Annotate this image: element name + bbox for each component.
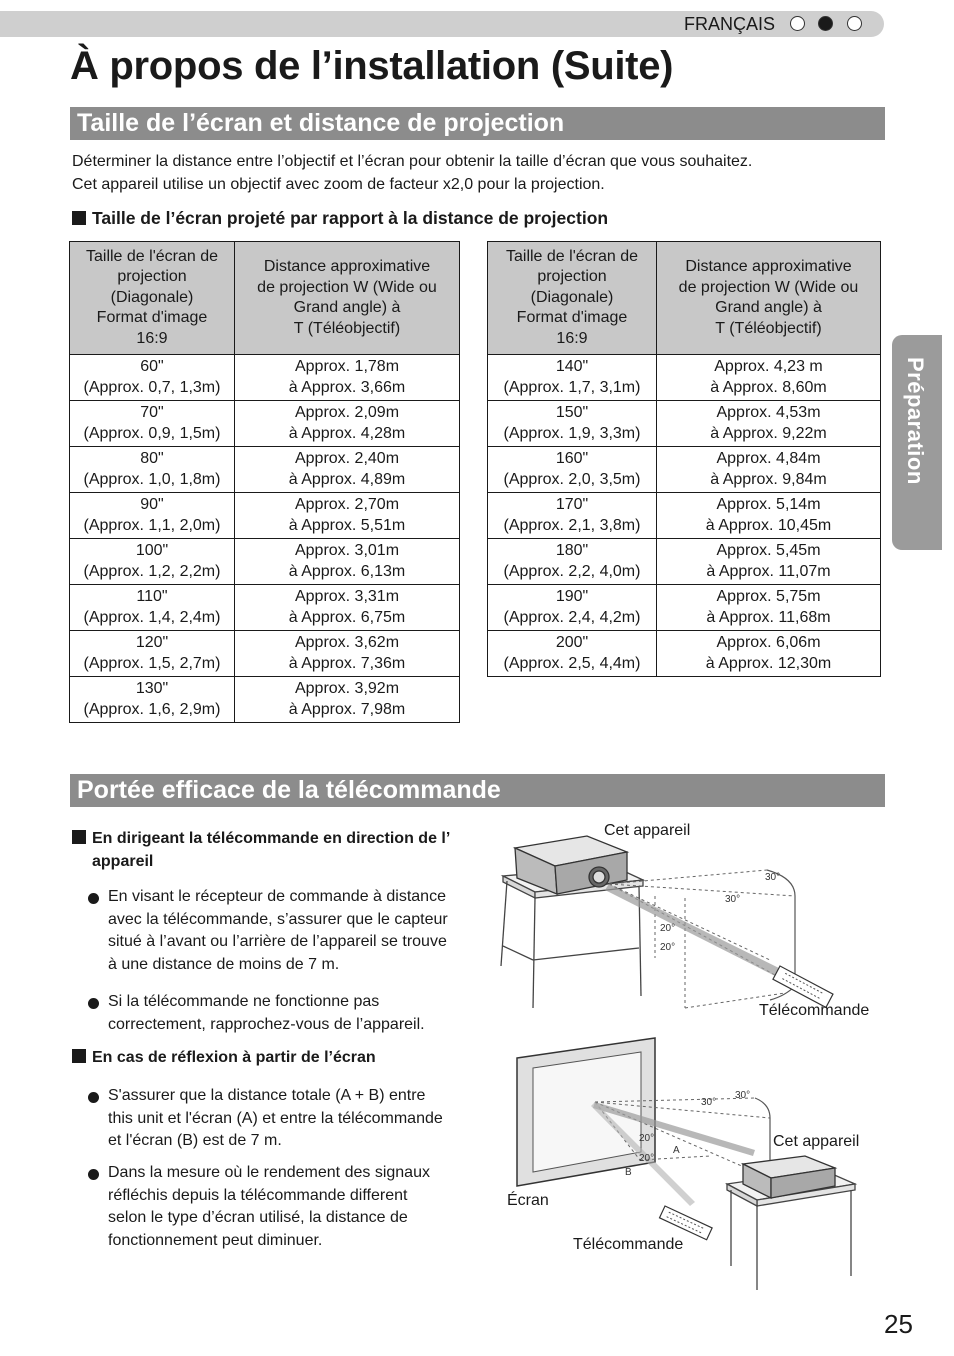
signal-beam — [605, 884, 795, 984]
screen-size-cell: 70" (Approx. 0,9, 1,5m) — [70, 401, 235, 447]
intro-line: Cet appareil utilise un objectif avec zoom de facteur x2,0 pour la projection. — [72, 176, 605, 193]
language-indicator-dot — [847, 16, 862, 31]
screen-size-cell: 90" (Approx. 1,1, 2,0m) — [70, 493, 235, 539]
table-row — [488, 631, 881, 677]
screen-size-cell: 200" (Approx. 2,5, 4,4m) — [488, 631, 657, 677]
distance-cell: Approx. 3,31m à Approx. 6,75m — [235, 585, 460, 631]
bullet-text: Dans la mesure où le rendement des signaux réfléchis depuis la télécommande different selon le type d’écran utilisé, la distance de fonctionnement peut diminuer. — [108, 1164, 430, 1250]
table-row — [488, 447, 881, 493]
distance-cell: Approx. 3,62m à Approx. 7,36m — [235, 631, 460, 677]
table-row — [70, 677, 460, 723]
distance-cell: Approx. 5,14m à Approx. 10,45m — [657, 493, 881, 539]
section-heading-screen-size: Taille de l’écran et distance de projection — [70, 107, 885, 140]
screen-size-cell: 110" (Approx. 1,4, 2,4m) — [70, 585, 235, 631]
distance-label-a: A — [673, 1145, 680, 1156]
angle-label: 20° — [639, 1133, 655, 1144]
column-header-distance: Distance approximative de projection W (Wide ou Grand angle) à T (Téléobjectif) — [235, 242, 460, 355]
angle-label: 20° — [660, 923, 676, 934]
screen-size-cell: 120" (Approx. 1,5, 2,7m) — [70, 631, 235, 677]
bullet-text: S'assurer que la distance totale (A + B) entre this unit et l'écran (A) et entre la télécommande et l'écran (B) est de 7 m. — [108, 1087, 443, 1150]
distance-cell: Approx. 5,75m à Approx. 11,68m — [657, 585, 881, 631]
distance-cell: Approx. 1,78m à Approx. 3,66m — [235, 355, 460, 401]
angle-label: 20° — [639, 1153, 655, 1164]
distance-table-right — [487, 241, 881, 677]
table-row — [488, 539, 881, 585]
screen-size-cell: 60" (Approx. 0,7, 1,3m) — [70, 355, 235, 401]
table-subheading-text: Taille de l’écran projeté par rapport à la distance de projection — [92, 208, 609, 228]
table-row — [70, 493, 460, 539]
table-row — [70, 585, 460, 631]
table-row — [488, 355, 881, 401]
table-row — [70, 631, 460, 677]
distance-table-left — [69, 241, 460, 723]
remote-subheading-reflection: En cas de réflexion à partir de l’écran — [72, 1046, 376, 1069]
language-label: FRANÇAIS — [684, 14, 776, 34]
remote-label: Télécommande — [573, 1236, 684, 1253]
square-bullet-icon — [72, 1049, 86, 1063]
angle-label: 30° — [725, 894, 741, 905]
bullet-text: Si la télécommande ne fonctionne pas correctement, rapprochez-vous de l’appareil. — [108, 993, 425, 1033]
screen-size-cell: 140" (Approx. 1,7, 3,1m) — [488, 355, 657, 401]
column-header-screen-size: Taille de l'écran de projection (Diagonale) Format d'image 16:9 — [70, 242, 235, 355]
column-header-distance: Distance approximative de projection W (Wide ou Grand angle) à T (Téléobjectif) — [657, 242, 881, 355]
screen-size-cell: 80" (Approx. 1,0, 1,8m) — [70, 447, 235, 493]
table-row — [70, 355, 460, 401]
bullet-dot-icon — [88, 1092, 99, 1103]
screen-label: Écran — [507, 1192, 549, 1209]
distance-label-b: B — [625, 1167, 632, 1178]
distance-cell: Approx. 2,09m à Approx. 4,28m — [235, 401, 460, 447]
angle-label: 30° — [701, 1097, 717, 1108]
table-row — [70, 539, 460, 585]
intro-line: Déterminer la distance entre l’objectif et l’écran pour obtenir la taille d’écran que vous souhaitez. — [72, 153, 753, 170]
side-tab-label: Préparation — [903, 357, 928, 485]
page-title: À propos de l’installation (Suite) — [70, 44, 674, 88]
table-row — [488, 585, 881, 631]
distance-cell: Approx. 3,92m à Approx. 7,98m — [235, 677, 460, 723]
table-row — [488, 401, 881, 447]
bullet-dot-icon — [88, 1169, 99, 1180]
remote-label: Télécommande — [759, 1002, 870, 1019]
device-label: Cet appareil — [604, 822, 691, 839]
bullet-text: En visant le récepteur de commande à distance avec la télécommande, s’assurer que le capteur situé à l’avant ou l’arrière de l’appareil se trouve à une distance de moins de 7 m. — [108, 888, 448, 974]
screen-size-cell: 160" (Approx. 2,0, 3,5m) — [488, 447, 657, 493]
table-row — [70, 401, 460, 447]
screen-size-cell: 170" (Approx. 2,1, 3,8m) — [488, 493, 657, 539]
side-tab-preparation — [892, 335, 942, 550]
screen-size-cell: 180" (Approx. 2,2, 4,0m) — [488, 539, 657, 585]
distance-cell: Approx. 2,70m à Approx. 5,51m — [235, 493, 460, 539]
distance-cell: Approx. 3,01m à Approx. 6,13m — [235, 539, 460, 585]
table-row — [488, 493, 881, 539]
screen-size-cell: 190" (Approx. 2,4, 4,2m) — [488, 585, 657, 631]
angle-label: 30° — [735, 1090, 751, 1101]
projection-screen-icon — [517, 1038, 655, 1186]
distance-cell: Approx. 6,06m à Approx. 12,30m — [657, 631, 881, 677]
distance-cell: Approx. 2,40m à Approx. 4,89m — [235, 447, 460, 493]
bullet-dot-icon — [88, 998, 99, 1009]
distance-cell: Approx. 4,84m à Approx. 9,84m — [657, 447, 881, 493]
page-number: 25 — [884, 1309, 913, 1339]
angle-label: 30° — [765, 872, 781, 883]
distance-cell: Approx. 5,45m à Approx. 11,07m — [657, 539, 881, 585]
square-bullet-icon — [72, 211, 86, 225]
distance-cell: Approx. 4,23 m à Approx. 8,60m — [657, 355, 881, 401]
screen-size-cell: 100" (Approx. 1,2, 2,2m) — [70, 539, 235, 585]
column-header-screen-size: Taille de l'écran de projection (Diagonale) Format d'image 16:9 — [488, 242, 657, 355]
angle-label: 20° — [660, 942, 676, 953]
section-heading-remote-range: Portée efficace de la télécommande — [70, 774, 885, 807]
intro-text — [72, 150, 872, 196]
table-row — [70, 447, 460, 493]
bullet-dot-icon — [88, 893, 99, 904]
screen-size-cell: 150" (Approx. 1,9, 3,3m) — [488, 401, 657, 447]
table-subheading — [72, 206, 608, 230]
remote-reflection-illustration — [505, 1034, 890, 1296]
remote-subheading-direct: En dirigeant la télécommande en direction de l’ appareil — [72, 827, 450, 873]
screen-size-cell: 130" (Approx. 1,6, 2,9m) — [70, 677, 235, 723]
device-label: Cet appareil — [773, 1133, 860, 1150]
language-indicator-dot-active — [818, 16, 833, 31]
language-indicator-dot — [790, 16, 805, 31]
distance-cell: Approx. 4,53m à Approx. 9,22m — [657, 401, 881, 447]
square-bullet-icon — [72, 830, 86, 844]
